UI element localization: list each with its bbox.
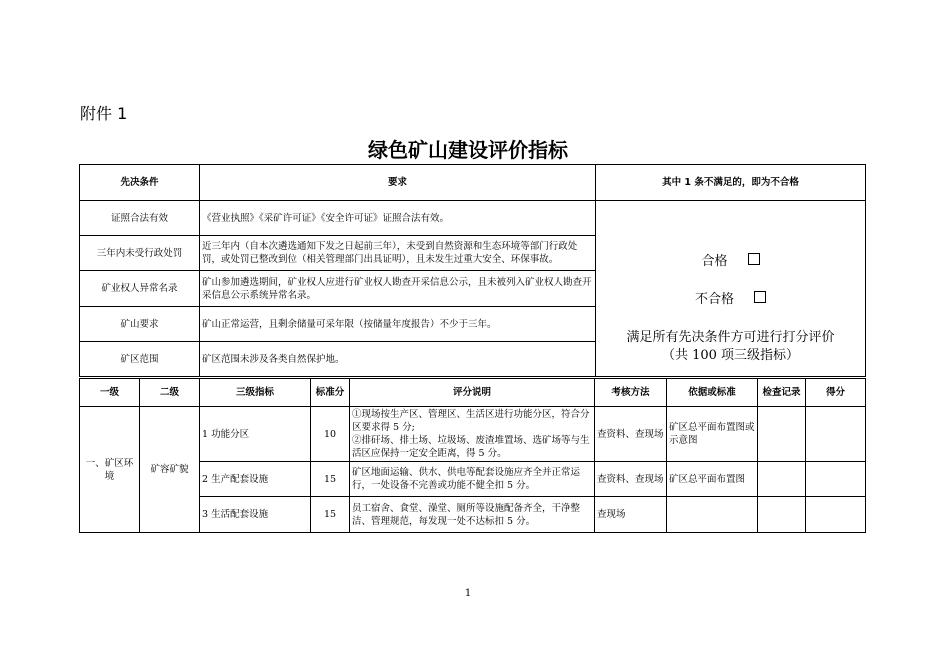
pass-row	[598, 253, 863, 271]
header-inspection-record: 检查记录	[758, 379, 806, 407]
inspection-record-input[interactable]	[758, 462, 806, 497]
prereq-name: 矿区范围	[80, 342, 200, 377]
header-requirement: 要求	[200, 165, 596, 201]
prereq-name: 三年内未受行政处罚	[80, 236, 200, 271]
inspection-record-input[interactable]	[758, 407, 806, 462]
prereq-name: 证照合法有效	[80, 201, 200, 236]
level2-cell: 矿容矿貌	[140, 407, 200, 533]
pass-checkbox[interactable]	[748, 253, 760, 265]
header-prereq: 先决条件	[80, 165, 200, 201]
header-method: 考核方法	[595, 379, 667, 407]
standard-score-cell: 15	[311, 497, 350, 533]
prerequisite-table	[79, 164, 866, 377]
level1-cell: 一、矿区环境	[80, 407, 140, 533]
pass-label: 合格	[701, 254, 728, 269]
basis-cell: 矿区总平面布置图或示意图	[667, 407, 758, 462]
document-title: 绿色矿山建设评价指标	[368, 138, 568, 162]
header-level1: 一级	[80, 379, 140, 407]
page-number: 1	[464, 588, 472, 599]
score-input[interactable]	[806, 462, 866, 497]
prereq-requirement: 近三年内（自本次遴选通知下发之日起前三年），未受到自然资源和生态环境等部门行政处罚，或处罚已整改到位（相关管理部门出具证明），且未发生过重大安全、环保事故。	[200, 236, 596, 271]
standard-score-cell: 15	[311, 462, 350, 497]
fail-row	[598, 291, 863, 309]
level3-cell: 2 生产配套设施	[200, 462, 311, 497]
prereq-note-1: 满足所有先决条件方可进行打分评价	[626, 330, 835, 345]
score-input[interactable]	[806, 497, 866, 533]
method-cell: 查现场	[595, 497, 667, 533]
prereq-name: 矿山要求	[80, 307, 200, 342]
method-cell: 查资料、查现场	[595, 462, 667, 497]
prereq-requirement: 矿山参加遴选期间，矿业权人应进行矿业权人勘查开采信息公示，且未被列入矿业权人勘查开采信息公示系统异常名录。	[200, 271, 596, 307]
prereq-note-2: （共 100 项三级指标）	[661, 348, 800, 363]
header-rule: 其中 1 条不满足的，即为不合格	[596, 165, 866, 201]
prereq-requirement: 《营业执照》《采矿许可证》《安全许可证》证照合法有效。	[200, 201, 596, 236]
header-level3: 三级指标	[200, 379, 311, 407]
level3-cell: 3 生活配套设施	[200, 497, 311, 533]
method-cell: 查资料、查现场	[595, 407, 667, 462]
header-score: 得分	[806, 379, 866, 407]
level3-cell: 1 功能分区	[200, 407, 311, 462]
prereq-name: 矿业权人异常名录	[80, 271, 200, 307]
prereq-result-cell	[596, 201, 866, 377]
score-input[interactable]	[806, 407, 866, 462]
standard-score-cell: 10	[311, 407, 350, 462]
basis-cell: 矿区总平面布置图	[667, 462, 758, 497]
header-basis: 依据或标准	[667, 379, 758, 407]
description-cell: 矿区地面运输、供水、供电等配套设施应齐全并正常运行，一处设备不完善或功能不健全扣 5 分。	[350, 462, 595, 497]
description-cell: ①现场按生产区、管理区、生活区进行功能分区，符合分区要求得 5 分; ②排矸场、排土场、垃圾场、废渣堆置场、选矿场等与生活区应保持一定安全距离，得 5 分。	[350, 407, 595, 462]
basis-cell	[667, 497, 758, 533]
inspection-record-input[interactable]	[758, 497, 806, 533]
attachment-label: 附件 1	[80, 104, 128, 123]
header-scoring-description: 评分说明	[350, 379, 595, 407]
fail-label: 不合格	[694, 292, 734, 307]
prereq-requirement: 矿区范围未涉及各类自然保护地。	[200, 342, 596, 377]
scoring-table	[79, 378, 866, 533]
description-cell: 员工宿舍、食堂、澡堂、厕所等设施配备齐全，干净整洁、管理规范，每发现一处不达标扣 5 分。	[350, 497, 595, 533]
header-standard-score: 标准分	[311, 379, 350, 407]
prereq-requirement: 矿山正常运营，且剩余储量可采年限（按储量年度报告）不少于三年。	[200, 307, 596, 342]
header-level2: 二级	[140, 379, 200, 407]
fail-checkbox[interactable]	[754, 291, 766, 303]
